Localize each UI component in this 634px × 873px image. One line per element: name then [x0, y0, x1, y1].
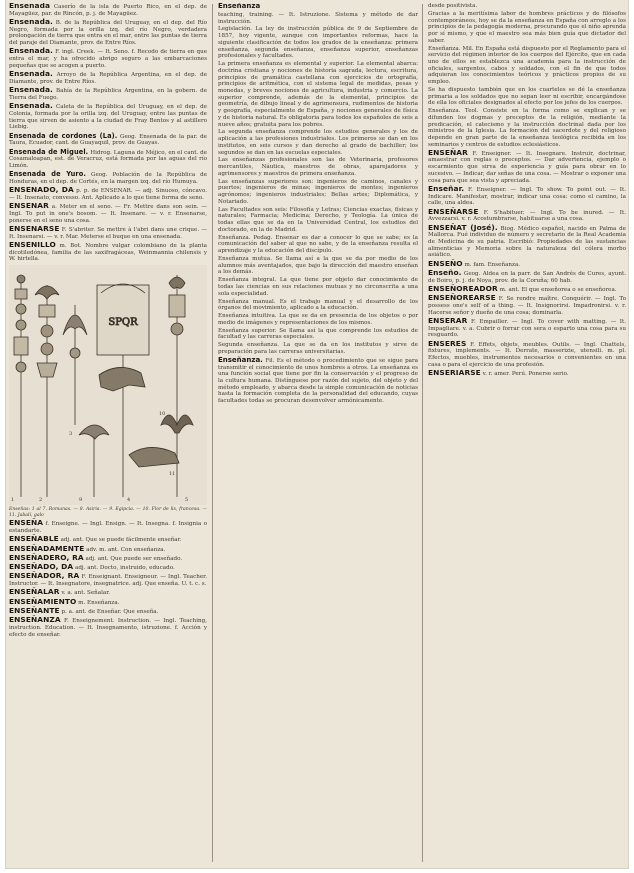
definition: B. de la República del Uruguay, en el dep. del Río Negro, formada por la orilla izq. del río Negro, verdadera prolongación de tierra que entra en el mar, entre las puntas de tierra del paraje del Diamante, prov. de Entre Ríos.	[9, 20, 207, 47]
definition: Biog. Médico español, nacido en Palma de Mallorca. Fué individuo de número y secretario de la Real Academia de Medicina de su patria. Escribió: Propiedades de las sustancias alimenticias y Memoria sobre la naturaleza del cólera morbo asiático.	[428, 225, 626, 259]
article-paragraph: Enseñanza manual. Es el trabajo manual y el desarrollo de los órganos del movimiento, aplicado a la educación.	[218, 298, 418, 312]
dictionary-entry	[9, 239, 207, 263]
headword: ENSERES	[428, 338, 467, 348]
column-right	[428, 3, 626, 864]
definition: Hidrog. Laguna de Méjico, en el cant. de Cosamaloapan, est. de Veracruz, está formada por las aguas del río Limón.	[9, 149, 207, 169]
svg-text:5: 5	[185, 497, 189, 504]
headword: Ensenada	[9, 3, 51, 10]
definition: Geog. Población de la República de Honduras, en el dep. de Cortés, en la margen izq. del río Humuya.	[9, 172, 207, 185]
dictionary-entry	[428, 183, 626, 207]
headword: ENSENARSE	[9, 223, 60, 233]
svg-text:10: 10	[159, 411, 166, 418]
dictionary-page	[6, 0, 628, 868]
headword: ENSEÑANZA	[9, 615, 61, 625]
definition: F. Effets, objets, meubles. Outils. — Ingl. Chattels, fixtures, implements. — It. Derrate, masserizie, utensili. m. pl. Efectos, muebles, instrumentos necesarios o convenientes en una casa o para el ejercicio de una profesión.	[428, 341, 626, 368]
dictionary-entry	[9, 187, 207, 201]
entries-top	[9, 3, 207, 263]
article-paragraph: Las enseñanzas superiores son: ingenieros de caminos, canales y puertos; ingenieros de minas; ingenieros de montes; ingenieros agrónomos; ingenieros industriales; Bellas artes; Diplomática, y Notariado.	[218, 178, 418, 205]
dictionary-entry	[9, 48, 207, 69]
definition: m. fam. Enseñanza.	[464, 261, 521, 268]
headword: Ensenada.	[9, 69, 53, 79]
svg-text:11: 11	[169, 471, 176, 478]
headword: ENSEÑAR	[428, 147, 468, 157]
definition: adj. ant. Que puede ser enseñado.	[85, 555, 183, 562]
headword: Enseñar.	[428, 183, 465, 193]
article-paragraph: Gracias a la meritísima labor de hombres prácticos y de filósofos contemporáneos, hoy se da la enseñanza en España con arreglo a los principios de la pedagogía moderna, procurando que el niño aprenda por sí mismo, y que el maestro sea más bien guía que dictador del saber.	[428, 10, 626, 44]
dictionary-entry	[428, 370, 626, 378]
headword: Ensenada de cordones (La).	[9, 131, 118, 140]
dictionary-entry	[428, 295, 626, 316]
headword: ENSEÑADAMENTE	[9, 543, 85, 553]
definition: adv. m. ant. Con enseñanza.	[86, 546, 166, 553]
definition: F. S'abriter. Se mettre à l'abri dans une crique. — It. Insenarsi. — v. r. Mar. Meterse el buque en una ensenada.	[9, 226, 207, 240]
article-paragraph: Enseñanza intuitiva. La que se da en presencia de los objetos o por medio de imágenes y representaciones de los mismos.	[218, 313, 418, 326]
dictionary-entry	[9, 3, 207, 17]
dictionary-entry	[9, 203, 207, 224]
article-paragraph: Enseñanza mutua. Se llama así a la que se da por medio de los alumnos más aventajados, que bajo la dirección del maestro enseñan a los demás.	[218, 256, 418, 276]
dictionary-entry	[428, 222, 626, 260]
definition: p. p. de ENSENAR. — adj. Sinuoso, cóncavo. — It. Insenato, convesso. Ant. Aplicado a lo que tiene forma de seno.	[9, 188, 207, 201]
definition: m. Bot. Nombre vulgar colombiano de la planta dicotiledónea, familia de las saxifragáceas, Weinmannia chilensis y W. hirtella.	[9, 242, 207, 263]
headword: ENSEÑADERO, RA	[9, 552, 84, 562]
dictionary-entry	[9, 223, 207, 240]
article-paragraph: La segunda enseñanza comprende los estudios generales y los de aplicación a las profesiones industriales. Los primeros se dan en los institutos, en seis cursos y dan derecho al grado de bachiller; los segundos se dan en las escuelas especiales.	[218, 129, 418, 156]
dictionary-entry	[9, 87, 207, 101]
entries-bottom	[9, 520, 207, 638]
definition: F. Enseigner. — Ingl. To show. To point out. — It. Indicare. Manifestar, mostrar, indicar una cosa: como el camino, la calle, una aldea.	[428, 186, 626, 207]
definition: F. Enseigner. — It. Insegnare. Instruir, doctrinar, amaestrar con reglas o preceptos. — Dar advertencia, ejemplo o escarmiento que sirva de experiencia y guía para obrar en lo sucesivo. — Indicar, dar señas de una cosa. — Mostrar o exponer una cosa para que sea vista y apreciada.	[428, 150, 626, 184]
headword: ENSEÑOREADOR	[428, 283, 498, 293]
headword: ENSEÑADOR, RA	[9, 571, 80, 581]
headword: Ensenada de Yuro.	[9, 170, 87, 179]
enseñanza-article	[218, 12, 418, 356]
headword: Ensenada.	[9, 101, 53, 111]
article-paragraph: Las enseñanzas profesionales son las de Veterinaria, profesores mercantiles, Náutica, maestros de obras, aparejadores y agrimensores y maestros de primera enseñanza.	[218, 157, 418, 177]
definition: adj. ant. Docto, instruido, educado.	[74, 565, 175, 572]
headword: ENSEÑANTE	[9, 606, 60, 615]
dictionary-entry	[9, 71, 207, 85]
definition: v. r. amer. Perú. Ponerse serio.	[482, 371, 569, 378]
definition: Arroyo de la República Argentina, en el dep. de Diamante, prov. de Entre Ríos.	[9, 72, 207, 85]
column-middle	[218, 3, 418, 864]
article-paragraph: Legislación. La ley de instrucción pública de 9 de Septiembre de 1857, hoy vigente, aunque con importantes reformas, hace la siguiente clasificación de todos los grados de la enseñanza: primera enseñanza, segunda enseñanza, enseñanza superior, enseñanzas profesionales y facultades.	[218, 26, 418, 60]
article-paragraph: Enseñanza integral. La que tiene por objeto dar conocimiento de todas las ciencias en sus relaciones mutuas y no circunscrita a una sola especialidad.	[218, 277, 418, 297]
ensign-illustration	[9, 265, 207, 505]
dictionary-entry	[428, 206, 626, 223]
enseñanza-fil-entry: Enseñanza. Fil. Es el método o procedimiento que se sigue para transmitir el conocimiento de unos hombres a otros. La enseñanza es una función social que tiene por fin la conservación y el progreso de la cultura humana. Distínguese por razón del sujeto, del objeto y del método empleado, y abarca desde la simple comunicación de noticias hasta la formación completa de la personalidad del educando, cuyas facultades todas se procuran desenvolver armónicamente.	[218, 355, 418, 405]
definition: m. Enseñanza.	[78, 599, 120, 606]
headword: ENSEÑABLE	[9, 534, 59, 544]
headword: ENSERIARSE	[428, 368, 481, 378]
dictionary-entry	[428, 267, 626, 284]
article-paragraph: Enseñanza superior. Se llama así la que comprende los estudios de facultad y las carreras especiales.	[218, 327, 418, 341]
headword: Ensenada de Miguel.	[9, 147, 89, 156]
headword: Ensenada.	[9, 46, 53, 56]
headword: ENSENAR	[9, 201, 49, 211]
definition: Caserío de la isla de Puerto Rico, en el dep. de Mayagüez, par. de Rincón, p. j. de Mayagüez.	[9, 4, 207, 17]
dictionary-entry	[9, 103, 207, 131]
entries-right	[428, 147, 626, 378]
definition: F. Enseignement. Instruction. — Ingl. Teaching, instruction. Education. — It. Insegnamento, istruzione. f. Acción y efecto de enseñar.	[9, 618, 207, 638]
dictionary-entry	[9, 520, 207, 534]
definition: F. S'habituer. — Ingl. To be inured. — It. Avvezzarsi. v. r. Acostumbrarse, habituarse a una cosa.	[428, 209, 626, 223]
definition: Caleta de la República del Uruguay, en el dep. de Colonia, formada por la orilla izq. del Uruguay, entre las puntas de tierra que sirven de asiento a la ciudad de Fray Bentos y al astillero Liebig.	[9, 104, 207, 131]
dictionary-entry	[9, 617, 207, 638]
article-paragraph: Se ha dispuesto también que en los cuarteles se dé la enseñanza primaria a los soldados que no sepan leer ni escribir, encargándose de ella los oficiales designados al efecto por los jefes de los cuerpos.	[428, 87, 626, 107]
article-paragraph: Segunda enseñanza. La que se da en los institutos y sirve de preparación para las carreras universitarias.	[218, 342, 418, 356]
dictionary-entry	[9, 573, 207, 587]
dictionary-entry	[428, 315, 626, 339]
definition: v. a. ant. Señalar.	[61, 590, 111, 597]
svg-text:3: 3	[69, 431, 73, 438]
definition: F. Enseignant. Enseigneur. — Ingl. Teacher. Instructor. — It. Insegnatore, insegnatrice. adj. Que enseña. U. t. c. s.	[9, 574, 207, 588]
definition: F. ingl. Creek. — It. Seno. f. Recodo de tierra en que entra el mar, y ha ofrecido abrigo seguro a las embarcaciones pequeñas que se acogen a puerto.	[9, 49, 207, 69]
definition: Geog. Aldea en la parr. de San Andrés de Cures, ayunt. de Boiro, p. j. de Noya, prov. de la Coruña; 60 hab.	[428, 270, 626, 284]
running-head: Enseñanza	[218, 3, 261, 10]
headword: ENSEÑALAR	[9, 587, 60, 597]
dictionary-entry	[428, 338, 626, 369]
dictionary-entry	[9, 19, 207, 47]
definition: m. ant. El que enseñorea o se enseñorea.	[499, 286, 617, 293]
headword: ENSEÑAT (José).	[428, 222, 498, 232]
headword: Enseño.	[428, 267, 462, 277]
article-paragraph: teaching, training. — It. Istruzione. Sistema y método de dar instrucción.	[218, 11, 418, 25]
column-left	[9, 3, 207, 864]
enseñanza-teol-entry: Enseñanza. Teol. Consiste en la forma como se explican y se difunden los dogmas y preceptos de la religión, mediante la predicación, el catecismo y la instrucción doctrinal dada por los ministros de la Iglesia. La formación del sacerdote y del religioso depende en gran parte de la enseñanza teológica recibida en los seminarios y centros de estudios eclesiásticos.	[428, 108, 626, 148]
enseñanza-military-article	[428, 3, 626, 107]
dictionary-entry	[428, 147, 626, 185]
headword: ENSENADO, DA	[9, 185, 74, 195]
illustration-caption: Enseñas: 1 al 7. Romanas. — 8. Asiria. — 9. Egipcia. — 10. Flor de lis, francesa. — 11. Jabalí, galo	[9, 507, 207, 518]
headword: ENSEÑADO, DA	[9, 562, 74, 572]
definition: Bahía de la República Argentina, en la gobern. de Tierra del Fuego.	[9, 88, 207, 101]
headword: ENSEÑAMIENTO	[9, 596, 77, 606]
svg-text:SPQR: SPQR	[108, 317, 138, 329]
article-paragraph: desde positivista.	[428, 3, 478, 9]
headword: ENSERAR	[428, 315, 468, 325]
definition: f. Enseigne. — Ingl. Ensign. — It. Insegna. f. Insignia o estandarte.	[9, 521, 207, 534]
definition: a. Meter en el seno. — Fr. Mettre dans son sein. — Ingl. To put in one's bosom. — It. Insenare. — v. r. Ensenarse, ponerse en el seno una cosa.	[9, 204, 207, 224]
article-paragraph: Enseñanza. Mil. En España está dispuesto por el Reglamento para el servicio del régimen interior de los cuerpos del Ejército, que en cada uno de ellos se establezca una academia para la instrucción de oficiales, sargentos, cabos y soldados, con el fin de que todos adquieran los conocimientos teóricos y prácticos propios de su empleo.	[428, 45, 626, 86]
dictionary-entry	[9, 171, 207, 185]
headword: ENSEÑO	[428, 258, 463, 268]
definition: adj. ant. Que se puede fácilmente enseñar.	[60, 537, 182, 544]
article-paragraph: Enseñanza. Pedag. Ensenar es dar a conocer lo que se sabe; es la comunicación del saber al que no sabe, y de la enseñanza resulta el aprendizaje y la educación del discípulo.	[218, 234, 418, 255]
definition: Geog. Ensenada de la par. de Taura, Ecuador, cant. de Guayaquil, prov. de Guayas.	[9, 133, 207, 147]
article-paragraph: Las Facultades son seis: Filosofía y Letras; Ciencias exactas, físicas y naturales; Farmacia; Medicina; Derecho, y Teología. La única de todas ellas que se da en la Universidad Central, los estudios del doctorado, en la de Madrid.	[218, 206, 418, 233]
definition: F. Se rendre maître. Conquérir. — Ingl. To possess one's self of a thing. — It. Insignorirsi. Impadronirsi. v. r. Hacerse señor y dueño de una cosa; dominarla.	[428, 296, 626, 316]
dictionary-entry	[9, 149, 207, 170]
svg-text:9: 9	[79, 497, 83, 504]
article-paragraph: La primera enseñanza es elemental y superior. La elemental abarca: doctrina cristiana y nociones de historia sagrada, lectura, escritura, principios de gramática castellana con ejercicios de ortografía, principios de aritmética, con el sistema legal de medidas, pesas y monedas, y breves nociones de agricultura, industria y comercio. La superior comprende, además de la elemental, principios de geometría, de dibujo lineal y de agrimensura, rudimentos de historia y geografía, especialmente de España, y nociones generales de física y de historia natural. Es obligatoria para todos los españoles de seis a nueve años; gratuita para los pobres.	[218, 61, 418, 128]
svg-text:1: 1	[11, 497, 15, 504]
definition: p. a. ant. de Enseñar. Que enseña.	[61, 609, 159, 615]
headword: ENSEÑARSE	[428, 206, 479, 216]
column-rule	[422, 4, 423, 862]
column-rule	[212, 4, 213, 862]
svg-text:4: 4	[127, 497, 131, 504]
svg-text:2: 2	[39, 497, 43, 504]
headword: Ensenada.	[9, 85, 53, 95]
headword: ENSENILLO	[9, 239, 56, 249]
ensigns-engraving	[9, 265, 207, 505]
headword: ENSEÑOREARSE	[428, 293, 496, 303]
headword: Ensenada.	[9, 17, 53, 26]
headword: ENSEÑA	[9, 518, 44, 528]
dictionary-entry	[9, 133, 207, 147]
definition: F. Empailler. — Ingl. To cover with matting. — It. Impagliare. v. a. Cubrir o forrar con sera o esparto una cosa para su resguardo.	[428, 318, 626, 339]
